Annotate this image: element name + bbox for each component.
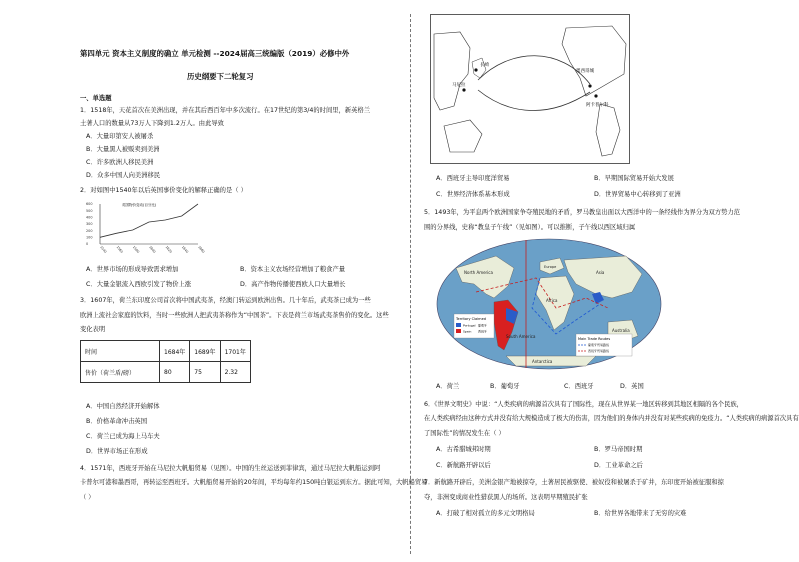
map-label-asia: Asia bbox=[596, 270, 605, 275]
q1-option-b[interactable]: B．大量黑人被贩卖到美洲 bbox=[86, 146, 160, 153]
q3-stem-line2: 欧洲上流社会家庭的饮料，当时一些欧洲人把武夷茶称作为“中国茶”。下表是荷兰市场武夷茶售价的变化。这些 bbox=[80, 312, 389, 319]
q6-option-c[interactable]: C．新航路开辟以后 bbox=[436, 462, 491, 469]
q4-stem-line3: （ ） bbox=[80, 494, 95, 501]
chart-x-tick-label: 1560 bbox=[115, 245, 124, 254]
q1-option-c[interactable]: C．许多欧洲人移民美洲 bbox=[86, 159, 154, 166]
page-title-line2: 历史纲要下二轮复习 bbox=[187, 72, 254, 81]
table-cell: 2.32 bbox=[220, 362, 250, 383]
table-cell: 1684年 bbox=[160, 341, 190, 362]
chart-x-tick-label: 1620 bbox=[164, 245, 173, 254]
q6-option-d[interactable]: D．工业革命之后 bbox=[594, 462, 643, 469]
chart-y-tick-label: 0 bbox=[86, 242, 89, 247]
q7-option-b[interactable]: B．给世界各地带来了无穷的灾难 bbox=[594, 510, 687, 517]
chart-label: 英国物价变动(百分比) bbox=[122, 203, 157, 207]
q4-option-b[interactable]: B．早期国际贸易开始大发展 bbox=[594, 175, 674, 182]
map-label-acapulco: 阿卡普尔科 bbox=[586, 103, 609, 108]
q4-option-d[interactable]: D．世界贸易中心转移到了亚洲 bbox=[594, 191, 681, 198]
q4-option-c[interactable]: C．世界经济体系基本形成 bbox=[436, 191, 510, 198]
q3-option-a[interactable]: A．中国自然经济开始解体 bbox=[86, 403, 160, 410]
chart-y-ticks bbox=[86, 202, 92, 246]
q5-stem-line1: 5．1493年，为平息两个欧洲国家争夺殖民地的矛盾，罗马教皇出面以大西洋中的一条经线作为界分为双方势力范 bbox=[424, 209, 740, 216]
table-cell: 1689年 bbox=[190, 341, 220, 362]
table-header-row bbox=[81, 341, 251, 362]
q3-option-b[interactable]: B．价格革命冲击英国 bbox=[86, 418, 147, 425]
q2-option-a[interactable]: A．世界市场的形成导致需求增加 bbox=[86, 266, 179, 273]
map-legend-routes bbox=[576, 334, 632, 356]
q6-stem-line3: 了国际性”的情况发生在（ ） bbox=[424, 430, 505, 437]
q1-option-a[interactable]: A．大量印第安人被屠杀 bbox=[86, 133, 154, 140]
q5-option-b[interactable]: B．葡萄牙 bbox=[490, 383, 520, 390]
q6-stem-line2: 在人类疾病经由这种方式并没有给大规模造成了极大的伤害，因为他们的身体内并没有对某些疾病的免疫力。“人类疾病的病源首次具有 bbox=[424, 415, 799, 422]
chart-x-tick-label: 1580 bbox=[131, 245, 141, 254]
q3-stem-line3: 变化表明 bbox=[80, 326, 106, 333]
q2-option-d[interactable]: D．高产作物传播使西欧人口大量增长 bbox=[240, 281, 346, 288]
q3-price-table bbox=[80, 340, 251, 383]
chart-y-tick-label: 600 bbox=[86, 202, 93, 207]
q3-option-d[interactable]: D．世界市场正在形成 bbox=[86, 448, 148, 455]
q7-stem-line1: 7．新航路开辟后，美洲金银产地被掠夺，土著居民被驱使、被奴役和被屠杀于矿井，东印度开始被征服和掠 bbox=[424, 479, 724, 486]
legend-portugal-cn: 葡萄牙 bbox=[478, 323, 488, 328]
map-label-africa: Africa bbox=[546, 298, 558, 303]
q4-option-a[interactable]: A．西班牙主导印度洋贸易 bbox=[436, 175, 510, 182]
chart-x-tick-label: 1640 bbox=[180, 245, 190, 254]
q7-stem-line2: 夺，非洲变成商业性猎获黑人的场所。这表明早期殖民扩张 bbox=[424, 494, 588, 501]
q6-option-b[interactable]: B．罗马帝国时期 bbox=[594, 446, 643, 453]
left-column bbox=[80, 0, 428, 562]
q5-option-c[interactable]: C．西班牙 bbox=[564, 383, 594, 390]
chart-y-tick-label: 200 bbox=[86, 228, 93, 233]
q3-stem-line1: 3．1607年，荷兰东印度公司首次将中国武夷茶，经澳门转运到欧洲出售。几十年后，武夷茶已成为一些 bbox=[80, 297, 371, 304]
q2-option-b[interactable]: B．资本主义农场经营增加了粮食产量 bbox=[240, 266, 346, 273]
map-legend-territory bbox=[454, 314, 494, 338]
map-label-australia: Australia bbox=[612, 328, 630, 333]
table-cell: 80 bbox=[160, 362, 190, 383]
column-divider bbox=[410, 14, 411, 554]
chart-axes bbox=[100, 204, 198, 244]
q6-stem-line1: 6．《世界文明史》中说：“人类疾病的病源首次具有了国际性，现在从世界某一地区转移到其地区相隔的各个民族， bbox=[424, 401, 743, 408]
q1-option-d[interactable]: D．众多中国人向美洲移民 bbox=[86, 172, 161, 179]
legend-route-spain: 西班牙贸易路线 bbox=[588, 349, 610, 353]
map-label-south-america: South America bbox=[506, 334, 536, 339]
page-title-line1: 第四单元 资本主义制度的确立 单元检测 --2024届高三统编版（2019）必修中外 bbox=[80, 49, 350, 58]
right-column bbox=[424, 0, 799, 562]
map-label-manila: 马尼拉 bbox=[452, 83, 466, 88]
table-cell: 75 bbox=[190, 362, 220, 383]
q4-galleon-map bbox=[430, 14, 630, 164]
q7-option-a[interactable]: A．打破了相对孤立的多元文明格局 bbox=[436, 510, 535, 517]
legend-title: Territory Claimed bbox=[456, 317, 486, 321]
q1-stem-line2: 土著人口的数量从73万人下降到1.2万人。由此导致 bbox=[80, 120, 224, 127]
legend-route-portugal: 葡萄牙贸易路线 bbox=[588, 343, 610, 347]
q5-option-d[interactable]: D．英国 bbox=[620, 383, 644, 390]
map-label-mexico-city: 墨西哥城 bbox=[576, 69, 594, 74]
chart-x-ticks bbox=[99, 245, 205, 254]
q1-stem-line1: 1．1518年，天花首次在美洲出现，并在其后西百年中多次流行。在17世纪的第3/4的时间里，新英格兰 bbox=[80, 107, 371, 114]
chart-y-tick-label: 500 bbox=[86, 208, 93, 213]
map-label-north-america: North America bbox=[464, 270, 493, 275]
q3-option-c[interactable]: C．荷兰已成为海上马车夫 bbox=[86, 433, 160, 440]
chart-x-tick-label: 1540 bbox=[99, 245, 108, 254]
table-cell: 售价（荷兰盾/磅） bbox=[81, 362, 160, 383]
chart-x-tick-label: 1600 bbox=[148, 245, 157, 254]
q6-option-a[interactable]: A．古希腊城邦时期 bbox=[436, 446, 491, 453]
q2-option-c[interactable]: C．大量金银流入西欧引发了物价上涨 bbox=[86, 281, 192, 288]
map-label-europe: Europe bbox=[544, 265, 557, 269]
table-cell: 时间 bbox=[81, 341, 160, 362]
chart-y-tick-label: 300 bbox=[86, 222, 93, 227]
q5-option-a[interactable]: A．荷兰 bbox=[436, 383, 460, 390]
q2-price-chart bbox=[84, 198, 204, 258]
chart-y-tick-label: 100 bbox=[86, 235, 93, 240]
legend-routes-title: Main Trade Routes bbox=[578, 337, 611, 341]
legend-portugal: Portugal bbox=[463, 323, 476, 328]
q5-stem-line2: 围的分界线，史称“教皇子午线”（见如图）。可以推断，子午线以西区域归属 bbox=[424, 224, 636, 231]
q4-stem-line1: 4．1571年，西班牙开始在马尼拉大帆船贸易（见图）。中国的生丝运送到菲律宾，通过马尼拉大帆船运到阿 bbox=[80, 465, 381, 472]
map-label-antarctica: Antarctica bbox=[532, 359, 553, 364]
q4-stem-line2: 卡普尔可港和墨西哥，再转运至西班牙。大帆船贸易开始的20年间，平均每年约150吨白银运到东方。据此可知，大帆船贸易 bbox=[80, 479, 428, 486]
chart-y-tick-label: 400 bbox=[86, 215, 93, 220]
table-row bbox=[81, 362, 251, 383]
table-cell: 1701年 bbox=[220, 341, 250, 362]
section-heading: 一、单选题 bbox=[80, 95, 112, 102]
chart-x-tick-label: 1660 bbox=[197, 245, 206, 254]
map-label-nagasaki: 长崎 bbox=[480, 63, 489, 68]
q2-stem: 2．对如图中1540年以后英国事价变化的解释正确的是（ ） bbox=[80, 187, 247, 194]
legend-spain: Spain bbox=[463, 329, 472, 334]
q5-papal-line-map bbox=[436, 238, 662, 370]
chart-series-line bbox=[100, 204, 198, 237]
legend-spain-cn: 西班牙 bbox=[478, 329, 488, 334]
